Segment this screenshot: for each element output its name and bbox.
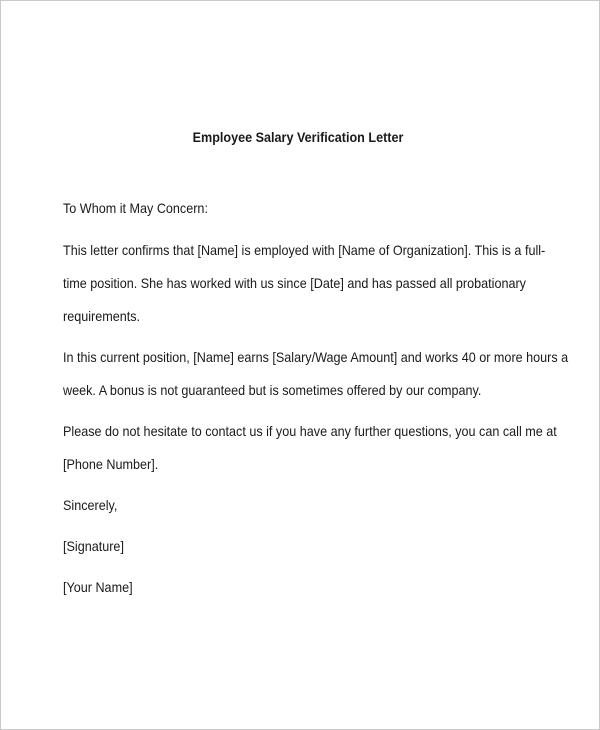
- salutation: To Whom it May Concern:: [63, 200, 208, 216]
- paragraph-line: time position. She has worked with us since [Date] and has passed all probationary: [63, 275, 526, 291]
- paragraph-line: In this current position, [Name] earns [Salary/Wage Amount] and works 40 or more hours a: [63, 349, 569, 365]
- paragraph-line: requirements.: [63, 308, 141, 324]
- paragraph-contact: [63, 415, 557, 481]
- paragraph-confirmation: [63, 234, 546, 333]
- paragraph-salary: [63, 341, 569, 407]
- signature-placeholder: [Signature]: [63, 538, 124, 554]
- paragraph-line: This letter confirms that [Name] is employed with [Name of Organization]. This is a full-: [63, 242, 546, 258]
- letter-body: [63, 192, 569, 604]
- letter-title: Employee Salary Verification Letter: [192, 129, 404, 145]
- paragraph-line: [Phone Number].: [63, 456, 159, 472]
- name-placeholder: [Your Name]: [63, 579, 133, 595]
- closing: Sincerely,: [63, 497, 118, 513]
- paragraph-line: week. A bonus is not guaranteed but is sometimes offered by our company.: [63, 382, 482, 398]
- paragraph-line: Please do not hesitate to contact us if you have any further questions, you can call me at: [63, 423, 557, 439]
